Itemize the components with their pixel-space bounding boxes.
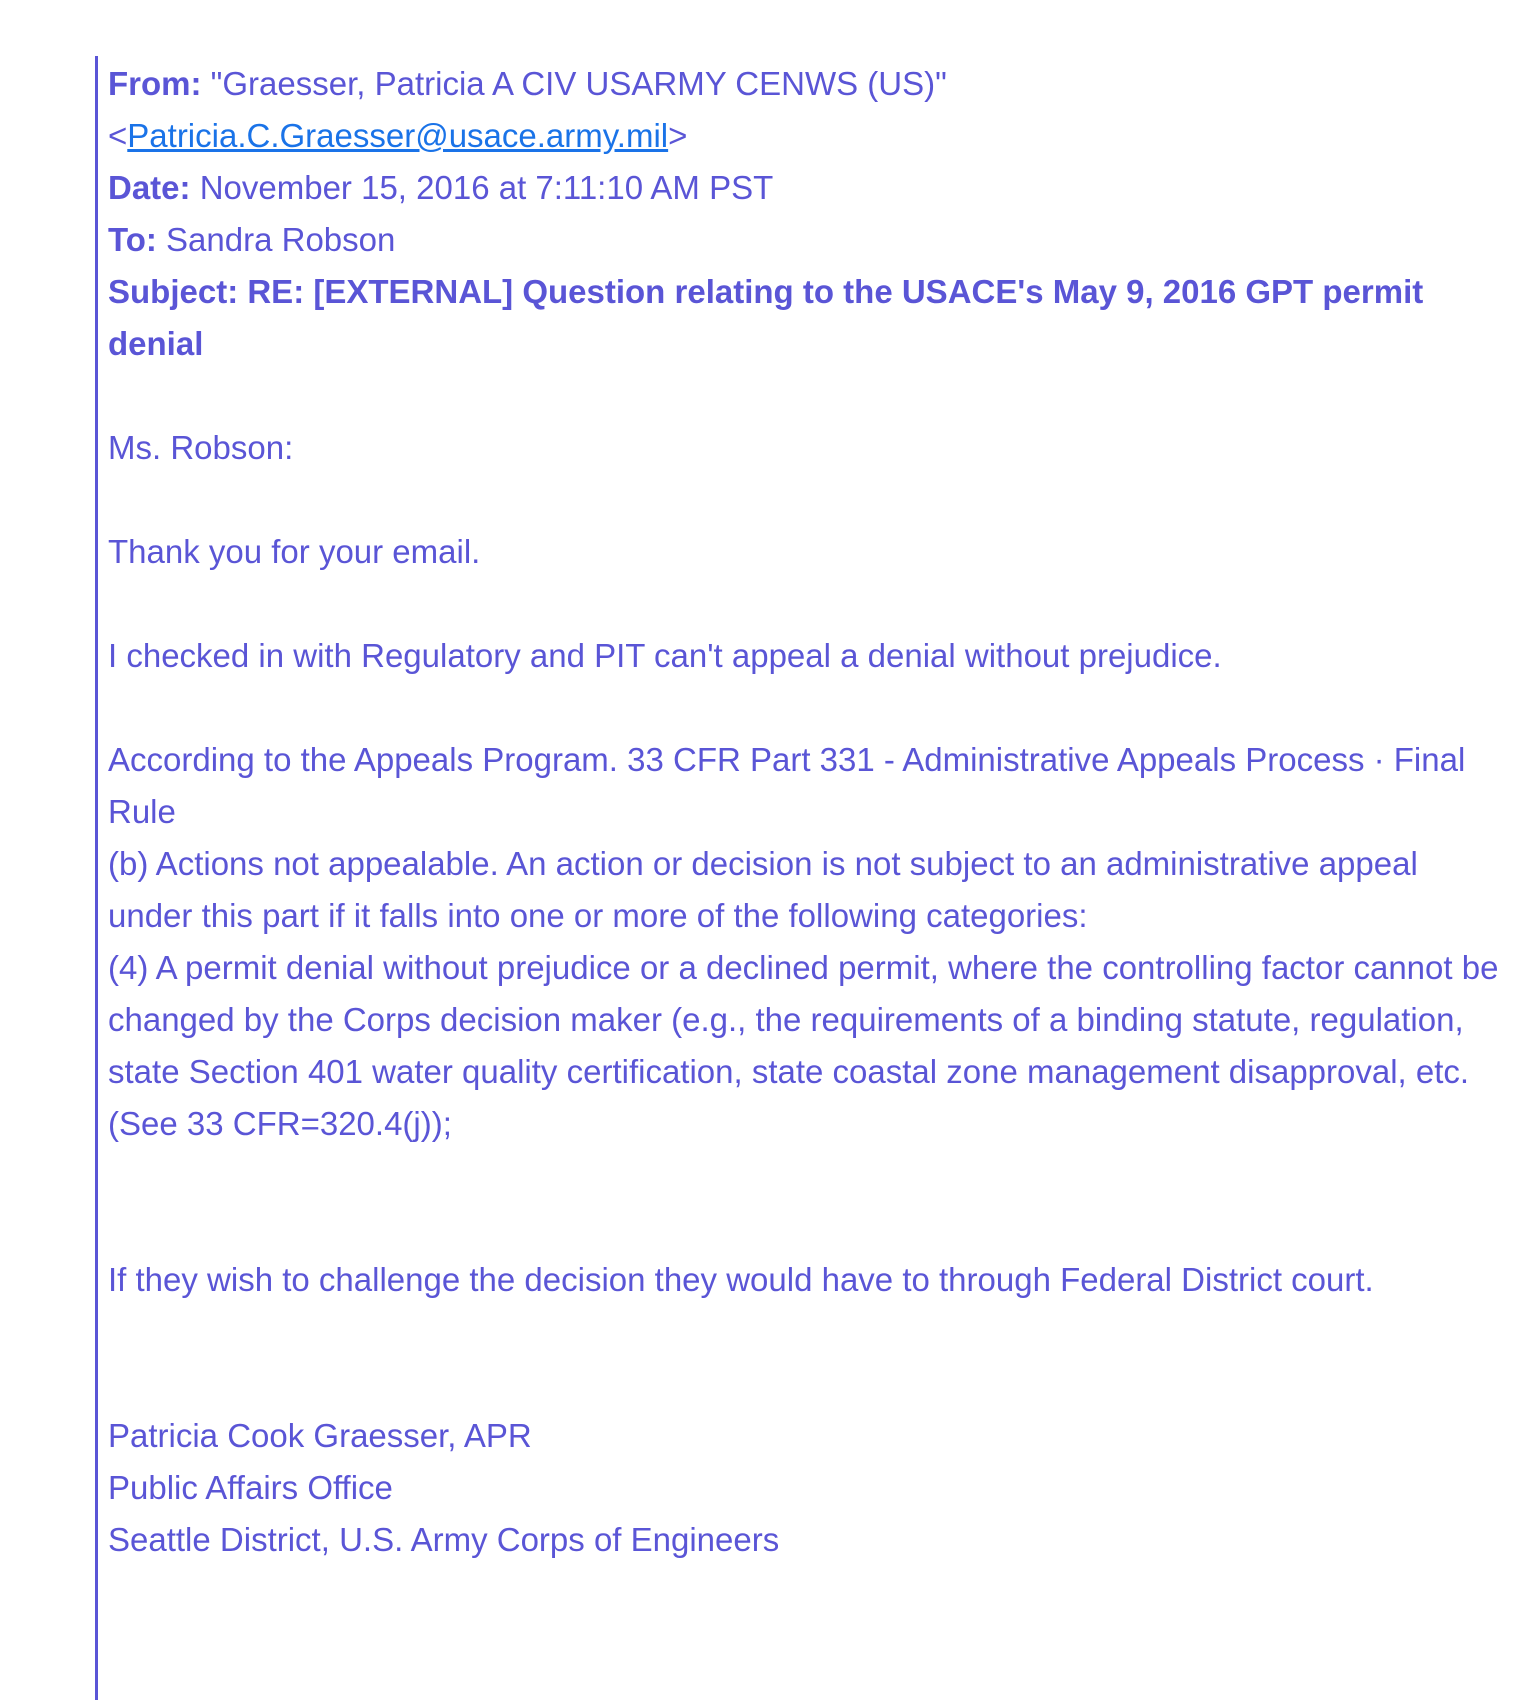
signature-name: Patricia Cook Graesser, APR <box>108 1417 532 1454</box>
spacer <box>108 682 1508 734</box>
subject-line: Subject: RE: [EXTERNAL] Question relating to the USACE's May 9, 2016 GPT permit denial <box>108 273 1433 362</box>
quote-bar <box>95 56 98 1700</box>
body-paragraph-2: I checked in with Regulatory and PIT can't appeal a denial without prejudice. <box>108 637 1222 674</box>
email-close-bracket: > <box>668 117 688 154</box>
email-message <box>108 58 1508 1566</box>
body-paragraph-3-clause-b: (b) Actions not appealable. An action or decision is not subject to an administrative appeal under this part if it falls into one or more of the following categories: <box>108 845 1427 934</box>
body-paragraph-3-clause-4: (4) A permit denial without prejudice or a declined permit, where the controlling factor cannot be changed by the Corps decision maker (e.g., the requirements of a binding statute, regulation, state Section 401 water quality certification, state coastal zone management disapproval, etc. (See 33 CFR=320.4(j)); <box>108 949 1508 1142</box>
date-value: November 15, 2016 at 7:11:10 AM PST <box>199 169 774 206</box>
from-email-line <box>108 110 1508 162</box>
to-line <box>108 214 1508 266</box>
email-open-bracket: < <box>108 117 128 154</box>
from-value: "Graesser, Patricia A CIV USARMY CENWS (US)" <box>210 65 947 102</box>
to-label: To: <box>108 221 157 258</box>
signature-office: Public Affairs Office <box>108 1469 393 1506</box>
sender-email-link[interactable]: Patricia.C.Graesser@usace.army.mil <box>127 117 669 154</box>
to-value: Sandra Robson <box>166 221 396 258</box>
spacer <box>108 1150 1508 1254</box>
body-paragraph-4: If they wish to challenge the decision they would have to through Federal District court. <box>108 1261 1374 1298</box>
greeting: Ms. Robson: <box>108 429 294 466</box>
date-line <box>108 162 1508 214</box>
date-label: Date: <box>108 169 191 206</box>
spacer <box>108 578 1508 630</box>
spacer <box>108 474 1508 526</box>
spacer <box>108 1306 1508 1410</box>
body-paragraph-1: Thank you for your email. <box>108 533 481 570</box>
spacer <box>108 370 1508 422</box>
from-label: From: <box>108 65 202 102</box>
from-line <box>108 58 1508 110</box>
signature-org: Seattle District, U.S. Army Corps of Engineers <box>108 1521 780 1558</box>
body-paragraph-3-intro: According to the Appeals Program. 33 CFR Part 331 - Administrative Appeals Process · Final Rule <box>108 741 1475 830</box>
